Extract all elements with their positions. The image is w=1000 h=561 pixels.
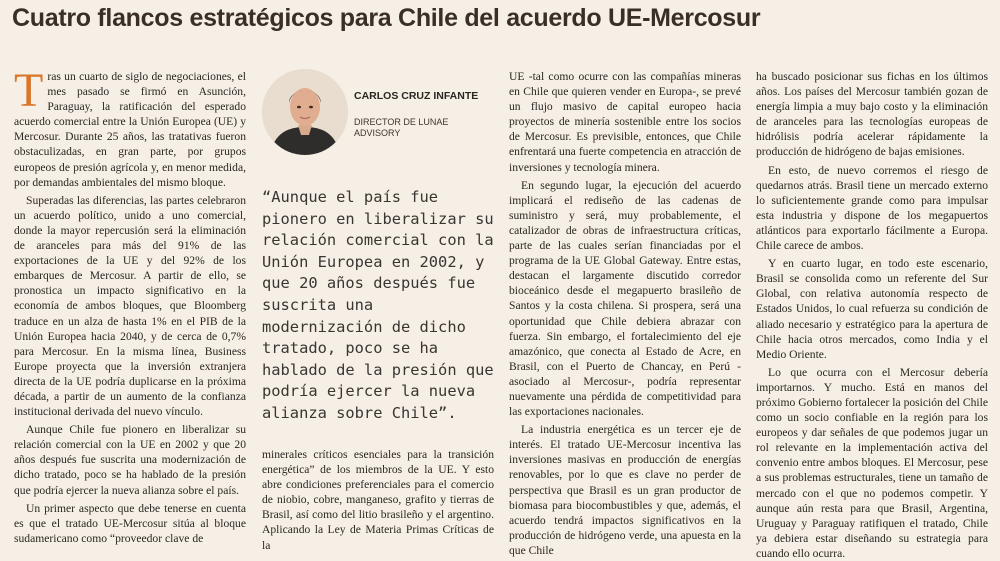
paragraph: Aunque Chile fue pionero en liberalizar su relación comercial con la UE en 2002 y que 20 años después fue suscrita una modernización de dicho tratado, poco se ha hablado de la presión que podría ejercer la nueva alianza sobre el país. (14, 423, 246, 497)
paragraph: Superadas las diferencias, las partes celebraron un acuerdo político, unido a uno comercial, donde la mayor repercusión será la eliminación de aranceles para más del 91% de las exportaciones de la UE y del 92% de los embarques de Mercosur. A partir de ello, se pronostica un impacto significativo en la economía de ambos bloques, que Bloomberg traduce en un alza de hasta 1% en el PIB de la Unión Europea hacia 2040, y de cerca de 0,7% para Mercosur. En la misma línea, Business Europe proyecta que la inversión extranjera directa de la UE podría duplicarse en la próxima década, a partir de un aumento de la confianza institucional derivada del nuevo vínculo. (14, 193, 246, 419)
article-column-3 (509, 69, 741, 558)
pull-quote: “Aunque el país fue pionero en liberalizar su relación comercial con la Unión Europea en 2002, y que 20 años después fue suscrita una modernización de dicho tratado, poco se ha hablado de la presión que podría ejercer la nueva alianza sobre Chile”. (262, 188, 494, 422)
paragraph: ha buscado posicionar sus fichas en los últimos años. Los países del Mercosur también gozan de energía limpia a muy bajo costo y la eliminación de aranceles para las tecnologías europeas de hidrólisis podría acelerar rápidamente la producción de hidrógeno de bajas emisiones. (756, 70, 988, 159)
paragraph: Un primer aspecto que debe tenerse en cuenta es que el tratado UE-Mercosur sitúa al bloque sudamericano como “proveedor clave de (14, 501, 246, 545)
article-column-1 (14, 64, 246, 546)
paragraph: La industria energética es un tercer eje de interés. El tratado UE-Mercosur incentiva las inversiones masivas en producción de energías renovables, por lo que es clave no perder de perspectiva que Brasil es un gran productor de biomasa para biocombustibles y que, además, el acuerdo tendrá impactos significativos en la producción de hidrógeno verde, una apuesta en la que Chile (509, 423, 741, 557)
paragraph-text: ras un cuarto de siglo de negociaciones, el mes pasado se firmó en Asunción, Paraguay, la ratificación del esperado acuerdo comercial entre la Unión Europea (UE) y Mercosur. Durante 25 años, las tratativas fueron obstaculizadas, en gran parte, por grupos europeos de presión agrícola y, en menor medida, por demandas ambientales del mismo bloque. (14, 70, 246, 189)
drop-cap: T (14, 64, 44, 117)
paragraph: Lo que ocurra con el Mercosur debería importarnos. Y mucho. Está en manos del próximo Gobierno fortalecer la posición del Chile como un socio confiable en la región para los europeos y dar señales de que podemos jugar un rol relevante en la implementación activa del convenio entre ambos bloques. El Mercosur, pese a sus problemas estructurales, tiene un tamaño de mercado con el que no podemos competir. Y aunque aún resta para que Brasil, Argentina, Uruguay y Paraguay ratifiquen el tratado, Chile ya debiera estar diseñando su estrategia para cuando ello ocurra. (756, 365, 988, 560)
article-column-4 (756, 69, 988, 561)
author-name: CARLOS CRUZ INFANTE (354, 90, 479, 102)
paragraph: minerales críticos esenciales para la transición energética” de los miembros de la UE. Y esto abre condiciones preferenciales para el comercio de niobio, cobre, manganeso, grafito y tierras de Brasil, así como del litio brasileño y el argentino. Aplicando la Ley de Materia Primas Críticas de la (262, 448, 494, 552)
paragraph: En esto, de nuevo corremos el riesgo de quedarnos atrás. Brasil tiene un mercado externo lo suficientemente grande como para impulsar esta industria y dispone de los megapuertos atlánticos para exportarlo fácilmente a Europa. Chile carece de ambos. (756, 163, 988, 253)
author-photo (262, 69, 348, 155)
headline: Cuatro flancos estratégicos para Chile del acuerdo UE-Mercosur (12, 4, 761, 32)
author-role: DIRECTOR DE LUNAE ADVISORY (354, 117, 449, 138)
article-column-2-bottom (262, 447, 494, 553)
paragraph: En segundo lugar, la ejecución del acuerdo implicará el rediseño de las cadenas de suministro y será, muy probablemente, el catalizador de obras de infraestructura críticas, parte de las cuales serían financiadas por el programa de la UE Global Gateway. Entre estas, destacan el largamente discutido corredor bioceánico desde el megapuerto brasileño de Santos y la costa chilena. Si prospera, será una oportunidad que Chile debiera abrazar con fuerza. Sin embargo, el fortalecimiento del eje amazónico, que conecta al Estado de Acre, en Brasil, con el Puerto de Chancay, en Perú -asociado al Mercosur-, podría representar nuevamente una pérdida de competitividad para las exportaciones nacionales. (509, 178, 741, 419)
paragraph: UE -tal como ocurre con las compañías mineras en Chile que quieren vender en Europa-, se prevé un flujo masivo de capital europeo hacia proyectos de minería sostenible entre los socios de Mercosur. Es previsible, entonces, que Chile enfrentará una fuerte competencia en atracción de inversiones y tecnología minera. (509, 70, 741, 174)
paragraph (14, 64, 246, 190)
paragraph: Y en cuarto lugar, en todo este escenario, Brasil se consolida como un referente del Sur Global, con relativa autonomía respecto de Estados Unidos, lo cual refuerza su condición de aliado necesario y estratégico para la apertura de Chile hacia otros mercados, como India y el Medio Oriente. (756, 257, 988, 361)
